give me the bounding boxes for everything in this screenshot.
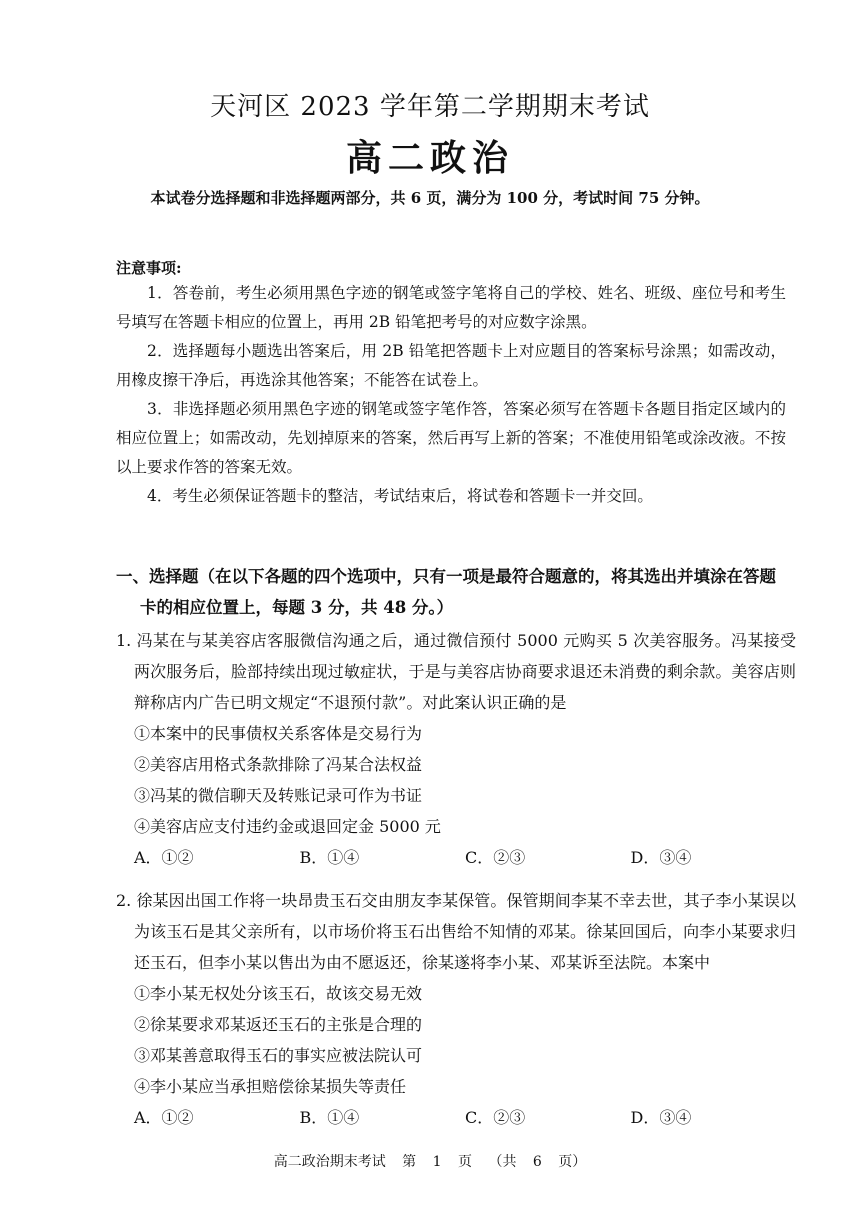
choice-a: A．①② <box>134 848 194 867</box>
question-option: ①本案中的民事债权关系客体是交易行为 <box>134 724 423 743</box>
section-heading <box>116 561 792 623</box>
notice-item: 1．答卷前，考生必须用黑色字迹的钢笔或签字笔将自己的学校、姓名、班级、座位号和考生号填写在答题卡相应的位置上，再用 2B 铅笔把考号的对应数字涂黑。 <box>116 284 786 331</box>
question-option: ④李小某应当承担赔偿徐某损失等责任 <box>134 1077 407 1096</box>
question-stem: 1. 冯某在与某美容店客服微信沟通之后，通过微信预付 5000 元购买 5 次美容服务。冯某接受两次服务后，脸部持续出现过敏症状，于是与美容店协商要求退还未消费的剩余款。美容店则辩称店内广告已明文规定“不退预付款”。对此案认识正确的是 <box>116 631 796 712</box>
choice-c: C．②③ <box>465 1108 526 1127</box>
question-2 <box>116 885 796 1133</box>
exam-title: 天河区 2023 学年第二学期期末考试 <box>210 92 650 122</box>
question-option: ③冯某的微信聊天及转账记录可作为书证 <box>134 786 423 805</box>
section-heading-line2: 卡的相应位置上，每题 3 分，共 48 分。） <box>140 598 454 617</box>
question-stem: 2. 徐某因出国工作将一块昂贵玉石交由朋友李某保管。保管期间李某不幸去世，其子李小某误以为该玉石是其父亲所有，以市场价将玉石出售给不知情的邓某。徐某回国后，向李小某要求归还玉石，但李小某以售出为由不愿返还，徐某遂将李小某、邓某诉至法院。本案中 <box>116 891 796 972</box>
choice-d: D．③④ <box>630 848 692 867</box>
page-footer: 高二政治期末考试 第 1 页 （共 6 页） <box>273 1154 587 1170</box>
exam-intro: 本试卷分选择题和非选择题两部分，共 6 页，满分为 100 分，考试时间 75 分钟。 <box>150 189 710 207</box>
choice-b: B．①④ <box>299 848 360 867</box>
question-option: ①李小某无权处分该玉石，故该交易无效 <box>134 984 423 1003</box>
choice-d: D．③④ <box>630 1108 692 1127</box>
notice-list <box>116 279 786 511</box>
choice-a: A．①② <box>134 1108 194 1127</box>
question-option: ③邓某善意取得玉石的事实应被法院认可 <box>134 1046 423 1065</box>
notice-heading: 注意事项: <box>116 259 182 277</box>
answer-choices <box>116 842 796 873</box>
notice-item: 3．非选择题必须用黑色字迹的钢笔或签字笔作答，答案必须写在答题卡各题目指定区域内的相应位置上；如需改动，先划掉原来的答案，然后再写上新的答案；不准使用铅笔或涂改液。不按以上要求作答的答案无效。 <box>116 400 786 476</box>
notice-item: 2．选择题每小题选出答案后，用 2B 铅笔把答题卡上对应题目的答案标号涂黑；如需改动，用橡皮擦干净后，再选涂其他答案；不能答在试卷上。 <box>116 342 786 389</box>
question-option: ②徐某要求邓某返还玉石的主张是合理的 <box>134 1015 423 1034</box>
answer-choices <box>116 1102 796 1133</box>
section-heading-line1: 一、选择题（在以下各题的四个选项中，只有一项是最符合题意的，将其选出并填涂在答题 <box>116 567 776 586</box>
choice-c: C．②③ <box>465 848 526 867</box>
question-option: ②美容店用格式条款排除了冯某合法权益 <box>134 755 423 774</box>
question-option: ④美容店应支付违约金或退回定金 5000 元 <box>134 817 441 836</box>
question-1 <box>116 625 796 873</box>
choice-b: B．①④ <box>299 1108 360 1127</box>
notice-item: 4．考生必须保证答题卡的整洁，考试结束后，将试卷和答题卡一并交回。 <box>147 487 653 505</box>
exam-subject: 高二政治 <box>345 137 514 179</box>
